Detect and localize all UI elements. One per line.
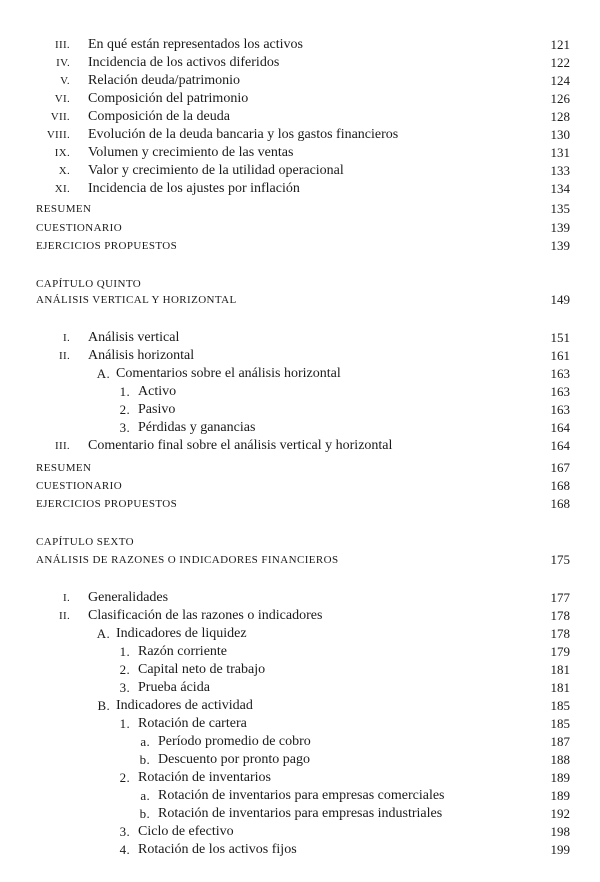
toc-entry-title: Rotación de inventarios para empresas industriales: [158, 806, 443, 821]
toc-page-number: 175: [550, 552, 570, 567]
toc-entry-title: Volumen y crecimiento de las ventas: [88, 145, 294, 160]
toc-entry-title: En qué están representados los activos: [88, 37, 303, 52]
toc-entry: [0, 477, 600, 495]
toc-entry: [0, 769, 600, 787]
toc-page-number: 163: [550, 384, 570, 399]
toc-entry: [0, 787, 600, 805]
toc-entry: [0, 36, 600, 54]
toc-entry: [0, 697, 600, 715]
toc-section-heading: EJERCICIOS PROPUESTOS: [36, 240, 178, 252]
toc-entry-title: Comentarios sobre el análisis horizontal: [116, 366, 341, 381]
toc-entry-title: Activo: [138, 384, 177, 399]
toc-page-number: 130: [550, 127, 570, 142]
toc-entry-number: X.: [58, 165, 70, 177]
toc-entry-title: Indicadores de actividad: [116, 698, 253, 713]
toc-entry-number: III.: [55, 39, 70, 51]
toc-entry-title: Rotación de cartera: [138, 716, 247, 731]
toc-page-number: 163: [550, 402, 570, 417]
toc-entry-title: Análisis horizontal: [88, 348, 195, 363]
toc-entry: [0, 126, 600, 144]
toc-page-number: 192: [550, 806, 570, 821]
toc-page-number: 128: [550, 109, 570, 124]
toc-entry: [0, 841, 600, 859]
toc-entry-title: Análisis vertical: [88, 330, 180, 345]
toc-entry-number: 4.: [119, 842, 130, 857]
toc-entry-title: Rotación de inventarios: [138, 770, 271, 785]
toc-entry-number: 1.: [119, 384, 130, 399]
toc-entry-title: Rotación de los activos fijos: [138, 842, 297, 857]
toc-entry: [0, 219, 600, 237]
toc-entry: [0, 625, 600, 643]
toc-entry-title: Pasivo: [138, 402, 176, 417]
toc-entry: [0, 823, 600, 841]
toc-entry: [0, 401, 600, 419]
toc-page-number: 178: [550, 608, 570, 623]
toc-entry: [0, 661, 600, 679]
toc-entry-number: VIII.: [46, 129, 70, 141]
toc-page-number: 179: [550, 644, 570, 659]
toc-section-heading: CAPÍTULO SEXTO: [36, 536, 134, 548]
toc-page-number: 189: [550, 770, 570, 785]
toc-page-number: 134: [550, 181, 570, 196]
toc-page-number: 149: [550, 292, 570, 307]
toc-entry-number: b.: [139, 806, 150, 821]
toc-entry: [0, 200, 600, 218]
toc-page-number: 185: [550, 716, 570, 731]
toc-entry-title: Incidencia de los activos diferidos: [88, 55, 280, 70]
toc-entry-title: Razón corriente: [138, 644, 228, 659]
toc-section-heading: CAPÍTULO QUINTO: [36, 278, 142, 290]
toc-page-number: 135: [550, 201, 570, 216]
toc-page-number: 168: [550, 496, 570, 511]
toc-page-number: 121: [550, 37, 570, 52]
toc-entry-title: Composición del patrimonio: [88, 91, 249, 106]
toc-entry-title: Ciclo de efectivo: [138, 824, 234, 839]
toc-entry: [0, 329, 600, 347]
toc-entry-number: III.: [55, 440, 70, 452]
toc-entry-title: Descuento por pronto pago: [158, 752, 311, 767]
toc-entry-title: Evolución de la deuda bancaria y los gastos financieros: [88, 127, 399, 142]
toc-entry-title: Comentario final sobre el análisis vertical y horizontal: [88, 438, 393, 453]
toc-entry: [0, 419, 600, 437]
toc-page-number: 188: [550, 752, 570, 767]
toc-page-number: 181: [550, 680, 570, 695]
toc-page-number: 131: [550, 145, 570, 160]
toc-entry: [0, 607, 600, 625]
toc-entry: [0, 90, 600, 108]
toc-entry: [0, 805, 600, 823]
toc-page-number: 167: [550, 460, 570, 475]
toc-section-heading: EJERCICIOS PROPUESTOS: [36, 498, 178, 510]
toc-entry-number: 3.: [119, 680, 130, 695]
toc-entry-number: VII.: [50, 111, 70, 123]
toc-page-number: 187: [550, 734, 570, 749]
toc-entry: [0, 495, 600, 513]
toc-page-number: 161: [550, 348, 570, 363]
toc-entry-title: Capital neto de trabajo: [138, 662, 266, 677]
toc-entry-number: a.: [140, 734, 150, 749]
toc-section-heading: RESUMEN: [36, 462, 92, 474]
toc-entry-number: 3.: [119, 420, 130, 435]
toc-page-number: 151: [550, 330, 570, 345]
toc-entry: [0, 144, 600, 162]
toc-entry: [0, 291, 600, 309]
toc-entry-title: Período promedio de cobro: [158, 734, 311, 749]
toc-section-heading: CUESTIONARIO: [36, 222, 123, 234]
toc-entry-title: Relación deuda/patrimonio: [88, 73, 241, 88]
toc-page-number: 163: [550, 366, 570, 381]
toc-page-number: 181: [550, 662, 570, 677]
toc-entry-title: Valor y crecimiento de la utilidad operacional: [88, 163, 344, 178]
toc-page-number: 168: [550, 478, 570, 493]
toc-page-number: 178: [550, 626, 570, 641]
toc-entry: [0, 72, 600, 90]
toc-page-number: 124: [550, 73, 570, 88]
toc-page-number: 164: [550, 438, 570, 453]
toc-entry: [0, 237, 600, 255]
toc-section-heading: ANÁLISIS DE RAZONES O INDICADORES FINANCIEROS: [36, 554, 339, 566]
toc-entry: [0, 533, 600, 551]
toc-entry-number: 2.: [119, 402, 130, 417]
toc-entry-number: V.: [60, 75, 70, 87]
toc-page-number: 189: [550, 788, 570, 803]
toc-entry: [0, 733, 600, 751]
toc-entry-title: Indicadores de liquidez: [116, 626, 247, 641]
toc-entry-number: IX.: [54, 147, 70, 159]
toc-entry-title: Rotación de inventarios para empresas comerciales: [158, 788, 445, 803]
toc-page-number: 185: [550, 698, 570, 713]
toc-entry: [0, 383, 600, 401]
toc-entry: [0, 162, 600, 180]
toc-entry-title: Clasificación de las razones o indicadores: [88, 608, 323, 623]
toc-entry-number: A.: [96, 366, 110, 381]
toc-page-number: 126: [550, 91, 570, 106]
toc-entry-number: 2.: [119, 662, 130, 677]
toc-entry-number: I.: [62, 592, 70, 604]
toc-entry-number: IV.: [56, 57, 70, 69]
toc-entry-number: 2.: [119, 770, 130, 785]
toc-entry: [0, 437, 600, 455]
toc-entry: [0, 751, 600, 769]
toc-entry: [0, 715, 600, 733]
toc-entry-number: b.: [139, 752, 150, 767]
toc-entry-number: A.: [96, 626, 110, 641]
toc-entry-number: a.: [140, 788, 150, 803]
toc-page-number: 199: [550, 842, 570, 857]
toc-entry-title: Composición de la deuda: [88, 109, 230, 124]
toc-entry: [0, 459, 600, 477]
toc-entry: [0, 589, 600, 607]
toc-entry-number: II.: [59, 610, 70, 622]
toc-section-heading: ANÁLISIS VERTICAL Y HORIZONTAL: [36, 294, 237, 306]
toc-page-number: 198: [550, 824, 570, 839]
toc-entry-number: B.: [97, 698, 110, 713]
toc-page-number: 122: [550, 55, 570, 70]
toc-entry-number: 1.: [119, 716, 130, 731]
toc-entry-title: Pérdidas y ganancias: [138, 420, 256, 435]
toc-entry-number: XI.: [54, 183, 70, 195]
toc-entry-number: I.: [62, 332, 70, 344]
toc-page-number: 177: [550, 590, 570, 605]
toc-page-number: 164: [550, 420, 570, 435]
toc-entry: [0, 180, 600, 198]
toc-entry-number: II.: [59, 350, 70, 362]
toc-section-heading: CUESTIONARIO: [36, 480, 123, 492]
toc-entry-number: VI.: [54, 93, 70, 105]
toc-entry: [0, 54, 600, 72]
toc-entry-number: 1.: [119, 644, 130, 659]
toc-entry: [0, 551, 600, 569]
toc-entry: [0, 643, 600, 661]
toc-page-number: 139: [550, 238, 570, 253]
toc-section-heading: RESUMEN: [36, 203, 92, 215]
toc-entry-title: Incidencia de los ajustes por inflación: [88, 181, 300, 196]
toc-entry-title: Generalidades: [88, 590, 169, 605]
toc-page-number: 139: [550, 220, 570, 235]
toc-page-number: 133: [550, 163, 570, 178]
toc-entry-number: 3.: [119, 824, 130, 839]
toc-entry: [0, 347, 600, 365]
toc-entry: [0, 108, 600, 126]
toc-entry: [0, 679, 600, 697]
toc-entry: [0, 365, 600, 383]
toc-entry-title: Prueba ácida: [138, 680, 210, 695]
